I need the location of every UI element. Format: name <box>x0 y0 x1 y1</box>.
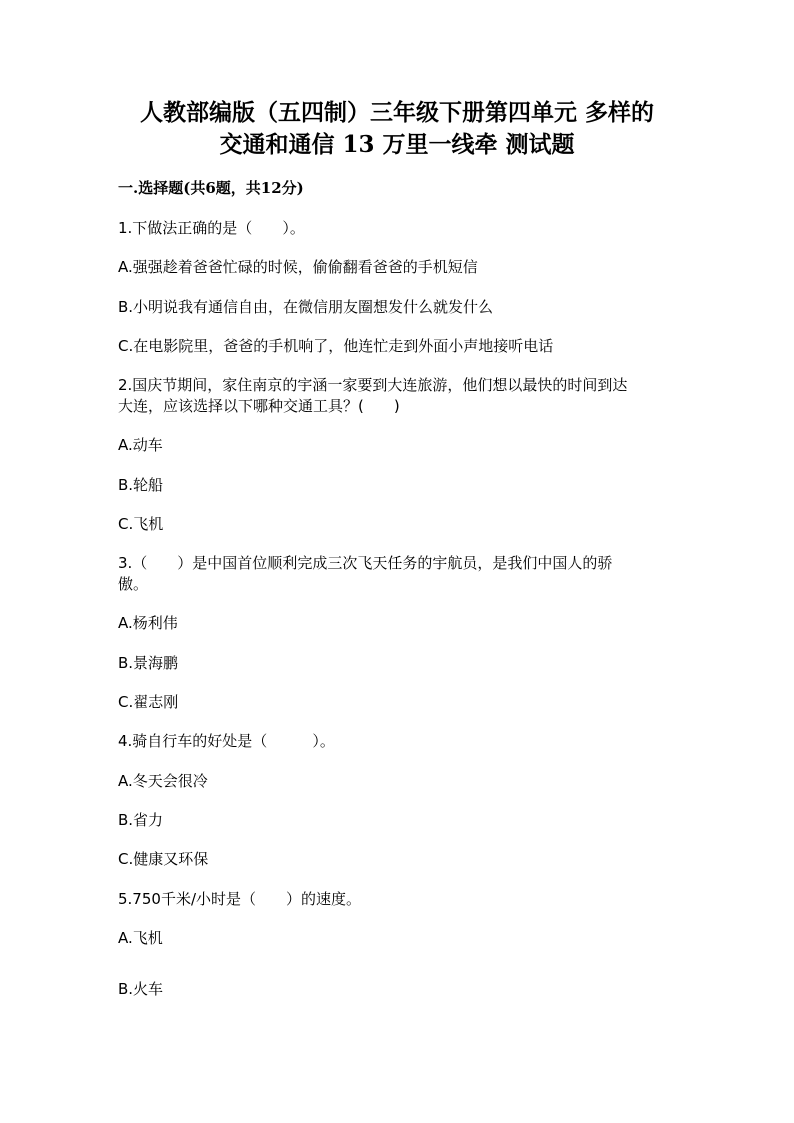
question-2-option-a: A.动车 <box>118 436 163 454</box>
page-title-line-2: 交通和通信 13 万里一线牵 测试题 <box>219 131 575 158</box>
question-4-option-a: A.冬天会很冷 <box>118 772 208 790</box>
question-4-stem: 4.骑自行车的好处是（ ）。 <box>118 732 335 750</box>
question-5-stem: 5.750千米/小时是（ ）的速度。 <box>118 890 361 908</box>
question-3-option-a: A.杨利伟 <box>118 614 178 632</box>
question-5-option-a: A.飞机 <box>118 929 163 947</box>
page-title-line-1: 人教部编版（五四制）三年级下册第四单元 多样的 <box>139 99 654 126</box>
question-3-stem-line-1: 3.（ ）是中国首位顺利完成三次飞天任务的宇航员，是我们中国人的骄 <box>118 554 613 572</box>
question-3-stem-line-2: 傲。 <box>118 575 149 593</box>
question-1-stem: 1.下做法正确的是（ ）。 <box>118 219 305 237</box>
question-2-stem-line-1: 2.国庆节期间，家住南京的宇涵一家要到大连旅游，他们想以最快的时间到达 <box>118 376 628 394</box>
question-1-option-c: C.在电影院里，爸爸的手机响了，他连忙走到外面小声地接听电话 <box>118 337 554 355</box>
question-5-option-b: B.火车 <box>118 980 164 998</box>
question-1-option-a: A.强强趁着爸爸忙碌的时候，偷偷翻看爸爸的手机短信 <box>118 258 478 276</box>
section-heading: 一.选择题(共6题，共12分) <box>118 179 304 197</box>
question-3-option-b: B.景海鹏 <box>118 654 179 672</box>
question-2-option-c: C.飞机 <box>118 515 164 533</box>
question-1-option-b: B.小明说我有通信自由，在微信朋友圈想发什么就发什么 <box>118 298 494 316</box>
question-4-option-b: B.省力 <box>118 811 164 829</box>
question-3-option-c: C.翟志刚 <box>118 693 179 711</box>
question-2-stem-line-2: 大连，应该选择以下哪种交通工具？( ) <box>118 397 400 415</box>
question-4-option-c: C.健康又环保 <box>118 850 209 868</box>
question-2-option-b: B.轮船 <box>118 476 164 494</box>
